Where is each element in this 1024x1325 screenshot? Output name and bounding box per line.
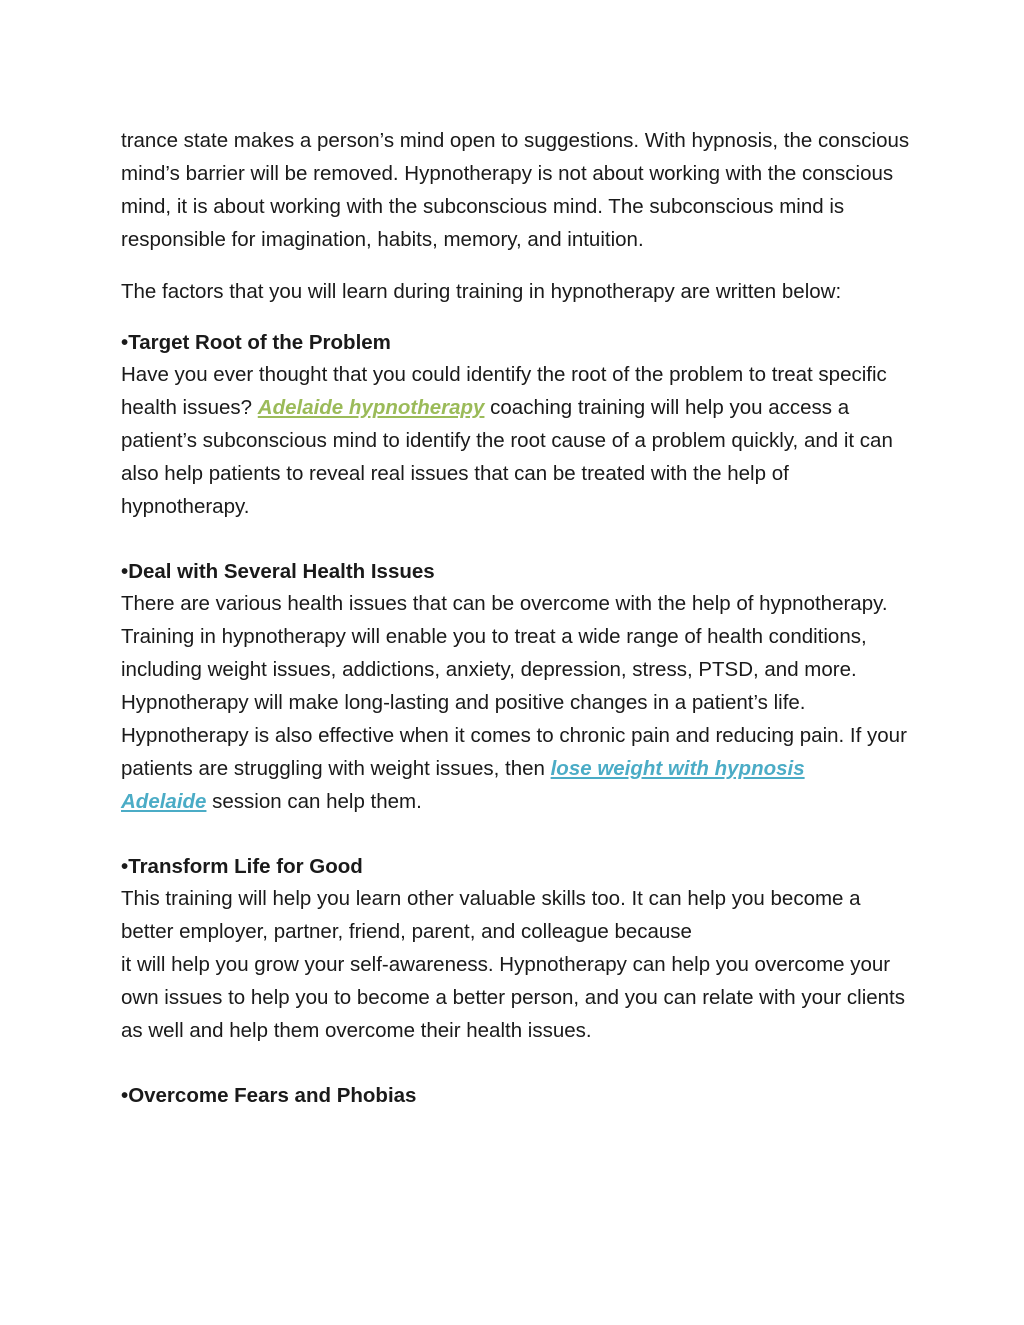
body-text: There are various health issues that can be overcome with the help of hypnotherapy. Training in hypnotherapy will enable you to treat a wide range of health conditions, including weight issues, addictions, anxiety, depression, stress, PTSD, and more. Hypnotherapy will make long-lasting and positive changes in a patient’s life. Hypnotherapy is also effective when it comes to chronic pain and reducing pain. If your patients are struggling with weight issues, then bbox=[121, 592, 907, 780]
section-body bbox=[121, 358, 911, 523]
section-transform-life bbox=[121, 851, 911, 1047]
bullet-icon: • bbox=[121, 331, 129, 354]
body-text: Have you ever thought that you could identify the root of the problem to treat specific health issues? bbox=[121, 363, 887, 419]
heading-text: Target Root of the Problem bbox=[128, 331, 391, 354]
body-text: This training will help you learn other valuable skills too. It can help you become a better employer, partner, friend, parent, and colleague because bbox=[121, 887, 861, 943]
intro-paragraph: trance state makes a person’s mind open to suggestions. With hypnosis, the conscious mind’s barrier will be removed. Hypnotherapy is not about working with the conscious mind, it is about working with the subconscious mind. The subconscious mind is responsible for imagination, habits, memory, and intuition. bbox=[121, 129, 910, 251]
bullet-icon: • bbox=[121, 855, 129, 878]
section-body bbox=[121, 882, 911, 1047]
factors-intro-paragraph: The factors that you will learn during training in hypnotherapy are written below: bbox=[121, 280, 842, 303]
heading-text: Overcome Fears and Phobias bbox=[128, 1084, 417, 1107]
section-heading bbox=[121, 1080, 911, 1111]
section-heading bbox=[121, 556, 911, 587]
bullet-icon: • bbox=[121, 1084, 129, 1107]
adelaide-link[interactable]: Adelaide bbox=[121, 790, 207, 813]
body-text: session can help them. bbox=[206, 790, 422, 813]
section-heading bbox=[121, 851, 911, 882]
heading-text: Deal with Several Health Issues bbox=[128, 560, 435, 583]
section-fears-phobias bbox=[121, 1080, 911, 1111]
section-heading bbox=[121, 327, 911, 358]
section-body bbox=[121, 587, 911, 818]
section-target-root bbox=[121, 327, 911, 523]
section-health-issues bbox=[121, 556, 911, 818]
document-page bbox=[121, 124, 911, 1144]
heading-text: Transform Life for Good bbox=[128, 855, 363, 878]
body-text: it will help you grow your self-awareness. Hypnotherapy can help you overcome your own issues to help you to become a better person, and you can relate with your clients as well and help them overcome their health issues. bbox=[121, 953, 906, 1042]
body-text: coaching training will help you access a patient’s subconscious mind to identify the root cause of a problem quickly, and it can also help patients to reveal real issues that can be treated with the help of hypnotherapy. bbox=[121, 396, 893, 518]
lose-weight-hypnosis-link[interactable]: lose weight with hypnosis bbox=[550, 757, 805, 780]
adelaide-hypnotherapy-link[interactable]: Adelaide hypnotherapy bbox=[257, 396, 485, 419]
bullet-icon: • bbox=[121, 560, 129, 583]
